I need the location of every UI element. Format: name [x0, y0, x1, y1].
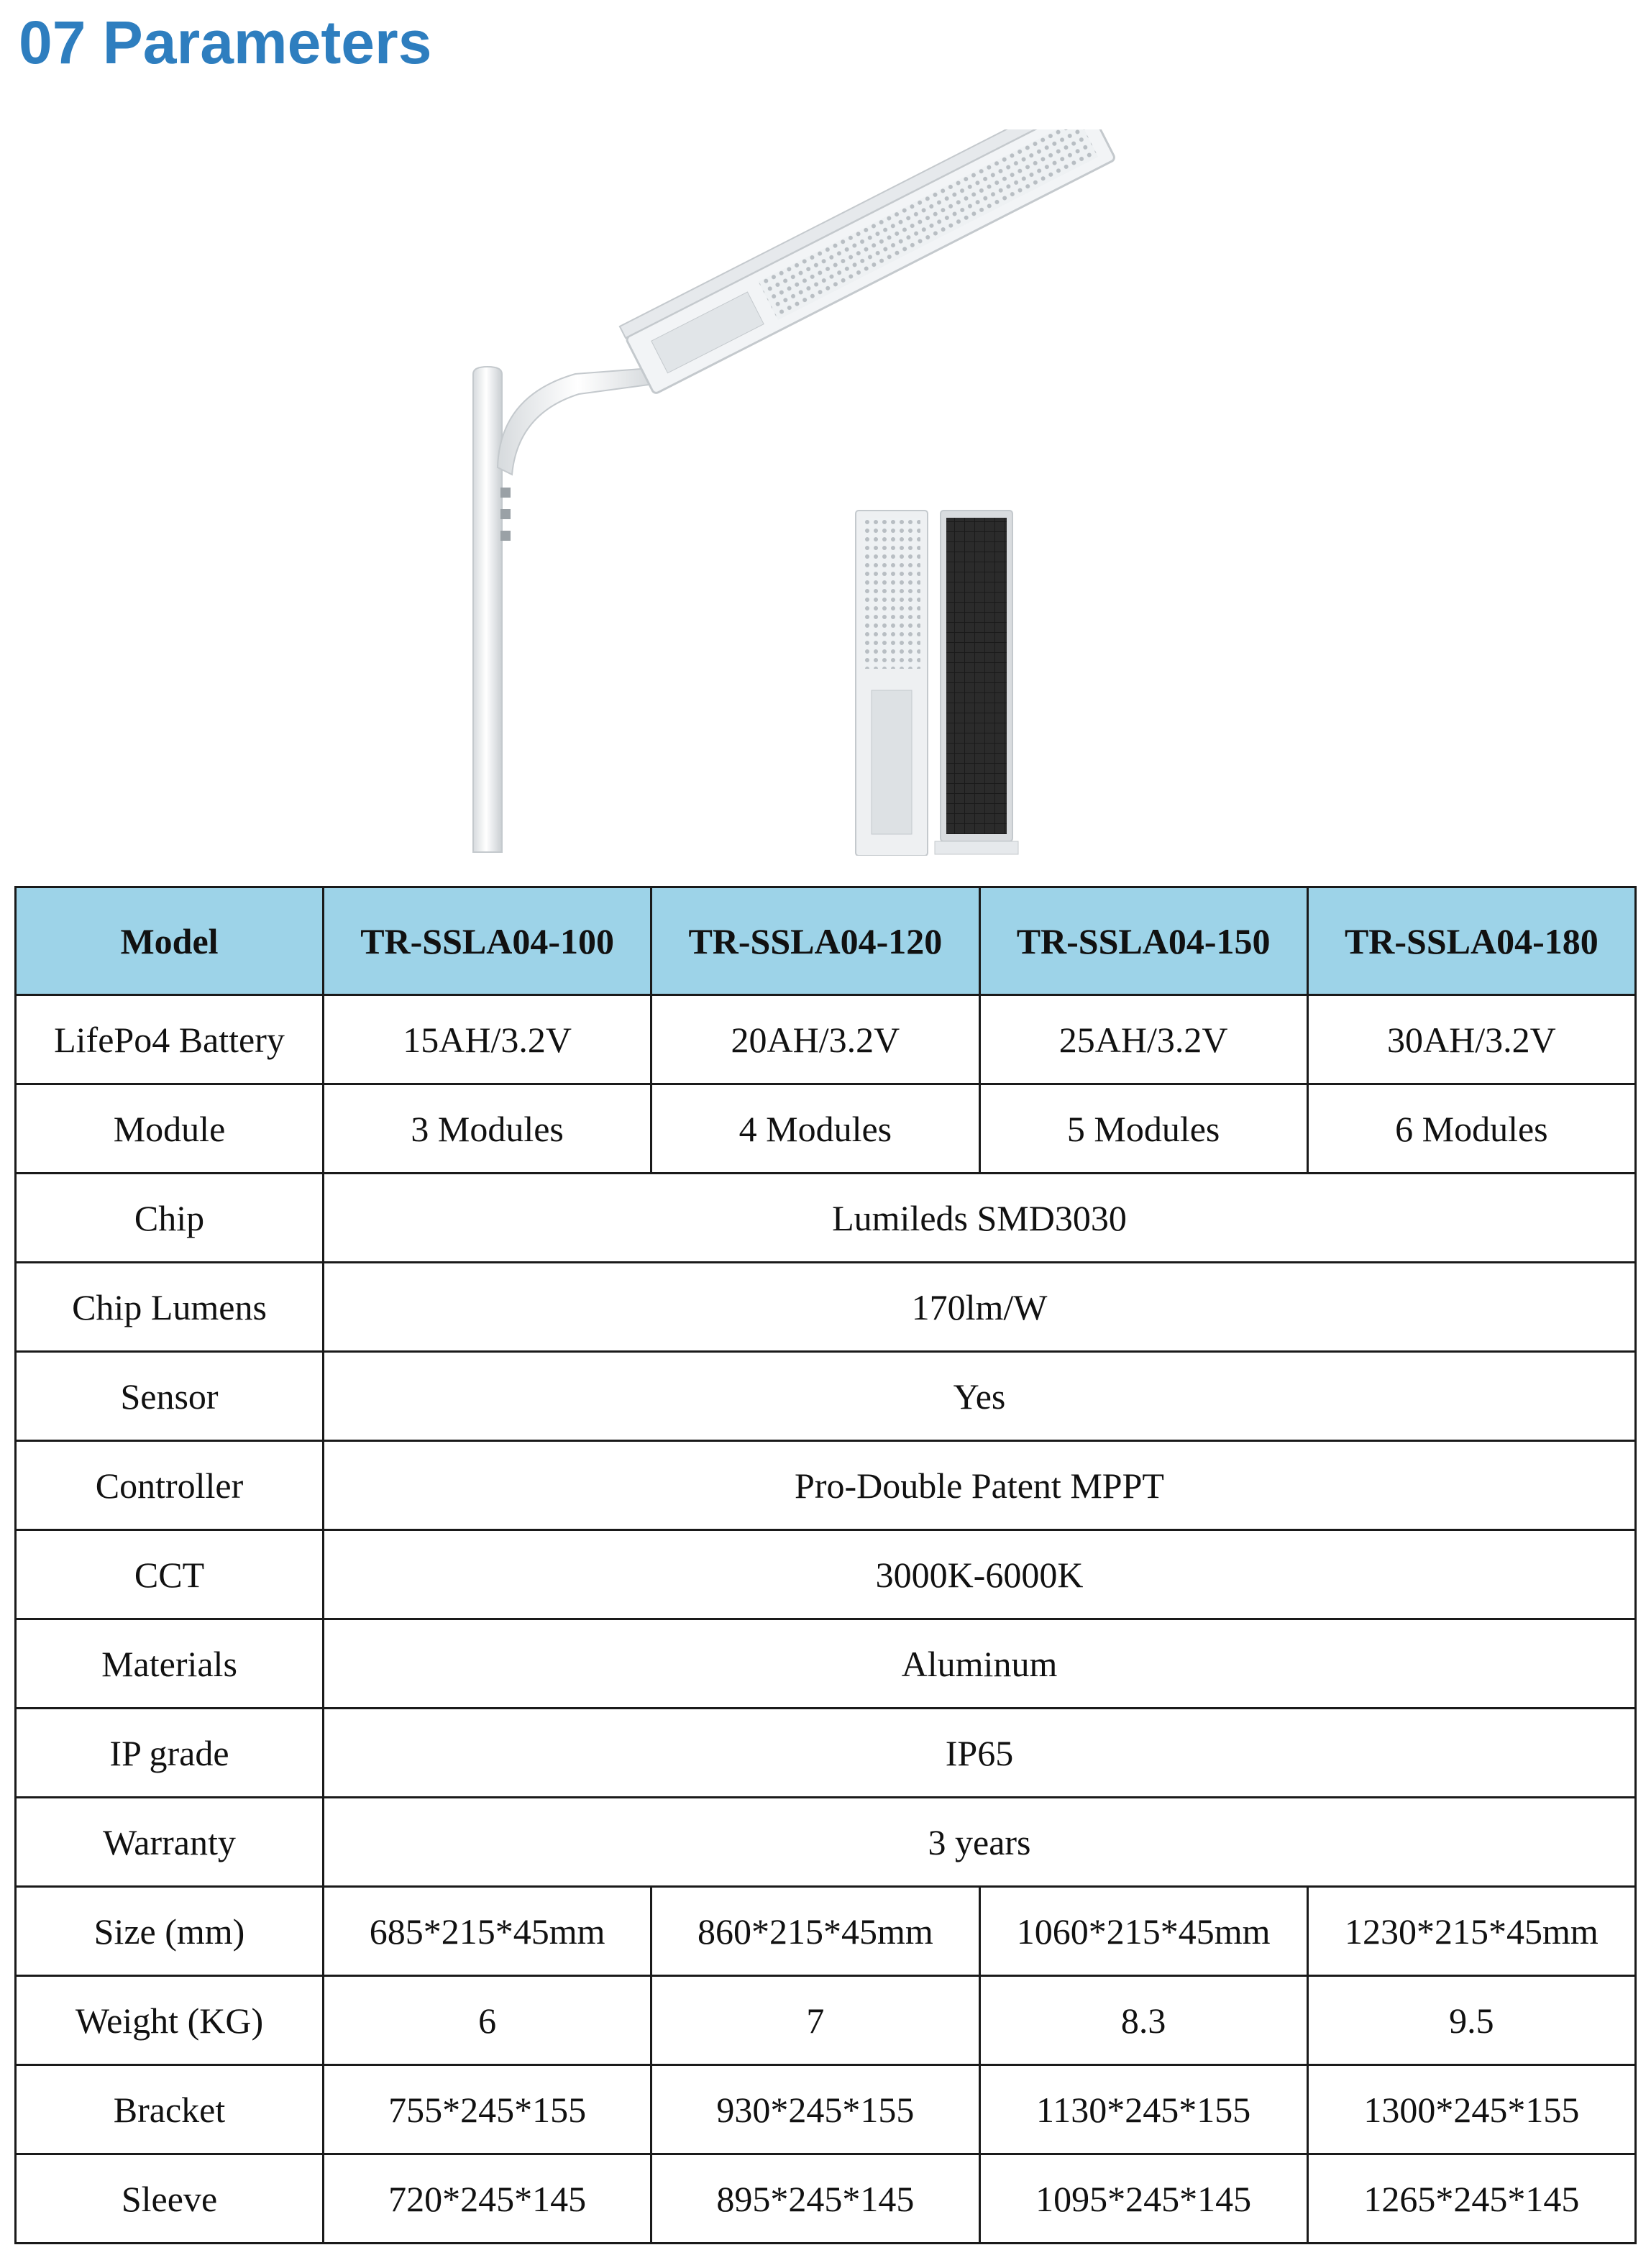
table-row: [16, 1976, 1636, 2065]
table-row: [16, 1530, 1636, 1619]
table-row: [16, 2065, 1636, 2154]
value-cell: 6 Modules: [1307, 1084, 1635, 1174]
merged-value-cell: 170lm/W: [324, 1263, 1636, 1352]
value-cell: 5 Modules: [979, 1084, 1307, 1174]
value-cell: 6: [324, 1976, 651, 2065]
value-cell: 9.5: [1307, 1976, 1635, 2065]
value-cell: 15AH/3.2V: [324, 995, 651, 1084]
table-row: [16, 995, 1636, 1084]
merged-value-cell: Yes: [324, 1352, 1636, 1441]
row-label: Module: [16, 1084, 324, 1174]
value-cell: 1130*245*155: [979, 2065, 1307, 2154]
table-row: [16, 1084, 1636, 1174]
merged-value-cell: IP65: [324, 1709, 1636, 1798]
value-cell: 20AH/3.2V: [651, 995, 979, 1084]
pole-illustration: [473, 367, 676, 852]
merged-value-cell: 3 years: [324, 1798, 1636, 1887]
table-row: [16, 1887, 1636, 1976]
header-cell-model-3: TR-SSLA04-150: [979, 887, 1307, 995]
header-cell-model-1: TR-SSLA04-100: [324, 887, 651, 995]
table-row: [16, 2154, 1636, 2244]
row-label: IP grade: [16, 1709, 324, 1798]
table-row: [16, 1441, 1636, 1530]
product-image: [431, 129, 1151, 856]
row-label: Materials: [16, 1619, 324, 1709]
row-label: Bracket: [16, 2065, 324, 2154]
value-cell: 7: [651, 1976, 979, 2065]
row-label: CCT: [16, 1530, 324, 1619]
value-cell: 3 Modules: [324, 1084, 651, 1174]
value-cell: 860*215*45mm: [651, 1887, 979, 1976]
value-cell: 895*245*145: [651, 2154, 979, 2244]
value-cell: 1265*245*145: [1307, 2154, 1635, 2244]
header-cell-model: Model: [16, 887, 324, 995]
row-label: Controller: [16, 1441, 324, 1530]
row-label: LifePo4 Battery: [16, 995, 324, 1084]
header-cell-model-2: TR-SSLA04-120: [651, 887, 979, 995]
value-cell: 30AH/3.2V: [1307, 995, 1635, 1084]
merged-value-cell: 3000K-6000K: [324, 1530, 1636, 1619]
merged-value-cell: Aluminum: [324, 1619, 1636, 1709]
lamp-head-illustration: [620, 129, 1116, 394]
page-title: 07 Parameters: [19, 9, 432, 76]
row-label: Sleeve: [16, 2154, 324, 2244]
parameters-table: [14, 886, 1637, 2244]
value-cell: 25AH/3.2V: [979, 995, 1307, 1084]
row-label: Sensor: [16, 1352, 324, 1441]
value-cell: 685*215*45mm: [324, 1887, 651, 1976]
merged-value-cell: Pro-Double Patent MPPT: [324, 1441, 1636, 1530]
value-cell: 1060*215*45mm: [979, 1887, 1307, 1976]
value-cell: 8.3: [979, 1976, 1307, 2065]
row-label: Weight (KG): [16, 1976, 324, 2065]
value-cell: 755*245*155: [324, 2065, 651, 2154]
row-label: Chip Lumens: [16, 1263, 324, 1352]
value-cell: 1230*215*45mm: [1307, 1887, 1635, 1976]
table-row: [16, 1352, 1636, 1441]
row-label: Chip: [16, 1174, 324, 1263]
front-view-illustration: [856, 511, 1018, 856]
value-cell: 720*245*145: [324, 2154, 651, 2244]
table-row: [16, 1619, 1636, 1709]
value-cell: 1095*245*145: [979, 2154, 1307, 2244]
table-row: [16, 1174, 1636, 1263]
table-header-row: [16, 887, 1636, 995]
value-cell: 4 Modules: [651, 1084, 979, 1174]
table-row: [16, 1263, 1636, 1352]
table-row: [16, 1709, 1636, 1798]
value-cell: 930*245*155: [651, 2065, 979, 2154]
row-label: Warranty: [16, 1798, 324, 1887]
merged-value-cell: Lumileds SMD3030: [324, 1174, 1636, 1263]
value-cell: 1300*245*155: [1307, 2065, 1635, 2154]
table-row: [16, 1798, 1636, 1887]
row-label: Size (mm): [16, 1887, 324, 1976]
header-cell-model-4: TR-SSLA04-180: [1307, 887, 1635, 995]
